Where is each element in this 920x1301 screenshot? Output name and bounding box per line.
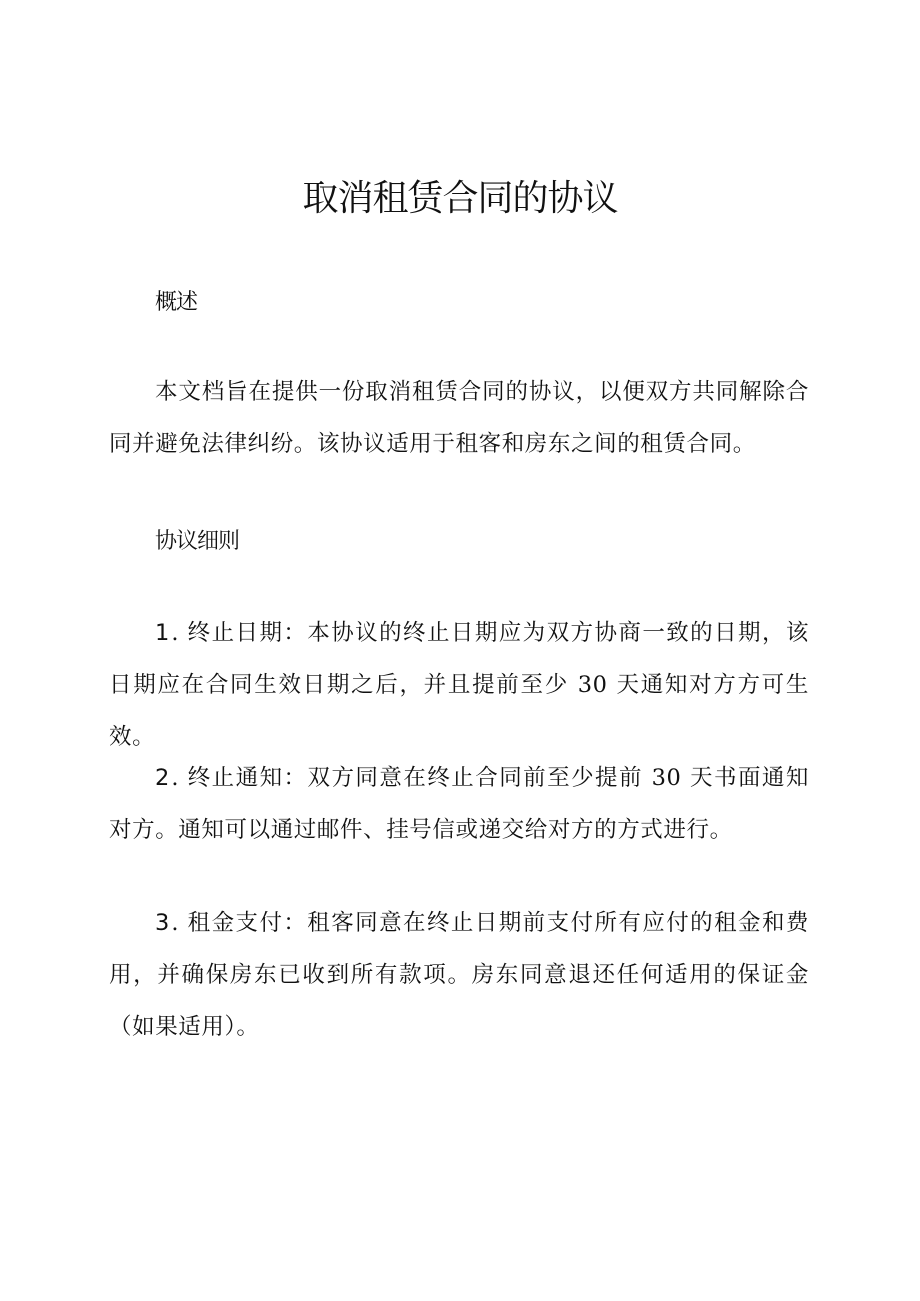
document-title: 取消租赁合同的协议 (302, 178, 618, 219)
clause-3 (109, 897, 809, 1053)
clause-2 (109, 752, 809, 856)
clause-text: . 租金支付：租客同意在终止日期前支付所有应付的租金和费用，并确保房东已收到所有款项。房东同意退还任何适用的保证金（如果适用）。 (109, 910, 809, 1040)
overview-paragraph: 本文档旨在提供一份取消租赁合同的协议，以便双方共同解除合同并避免法律纠纷。该协议适用于租客和房东之间的租赁合同。 (109, 379, 809, 457)
clause-text: . 终止通知：双方同意在终止合同前至少提前 30 天书面通知对方。通知可以通过邮件、挂号信或递交给对方的方式进行。 (109, 765, 809, 843)
overview-heading: 概述 (155, 290, 198, 315)
details-heading: 协议细则 (155, 529, 240, 554)
clause-number: 2 (155, 765, 172, 791)
clause-number: 1 (155, 620, 172, 646)
clause-number: 3 (155, 910, 172, 936)
clause-text: . 终止日期：本协议的终止日期应为双方协商一致的日期，该日期应在合同生效日期之后，并且提前至少 30 天通知对方方可生效。 (109, 620, 809, 750)
clause-1 (109, 607, 809, 763)
